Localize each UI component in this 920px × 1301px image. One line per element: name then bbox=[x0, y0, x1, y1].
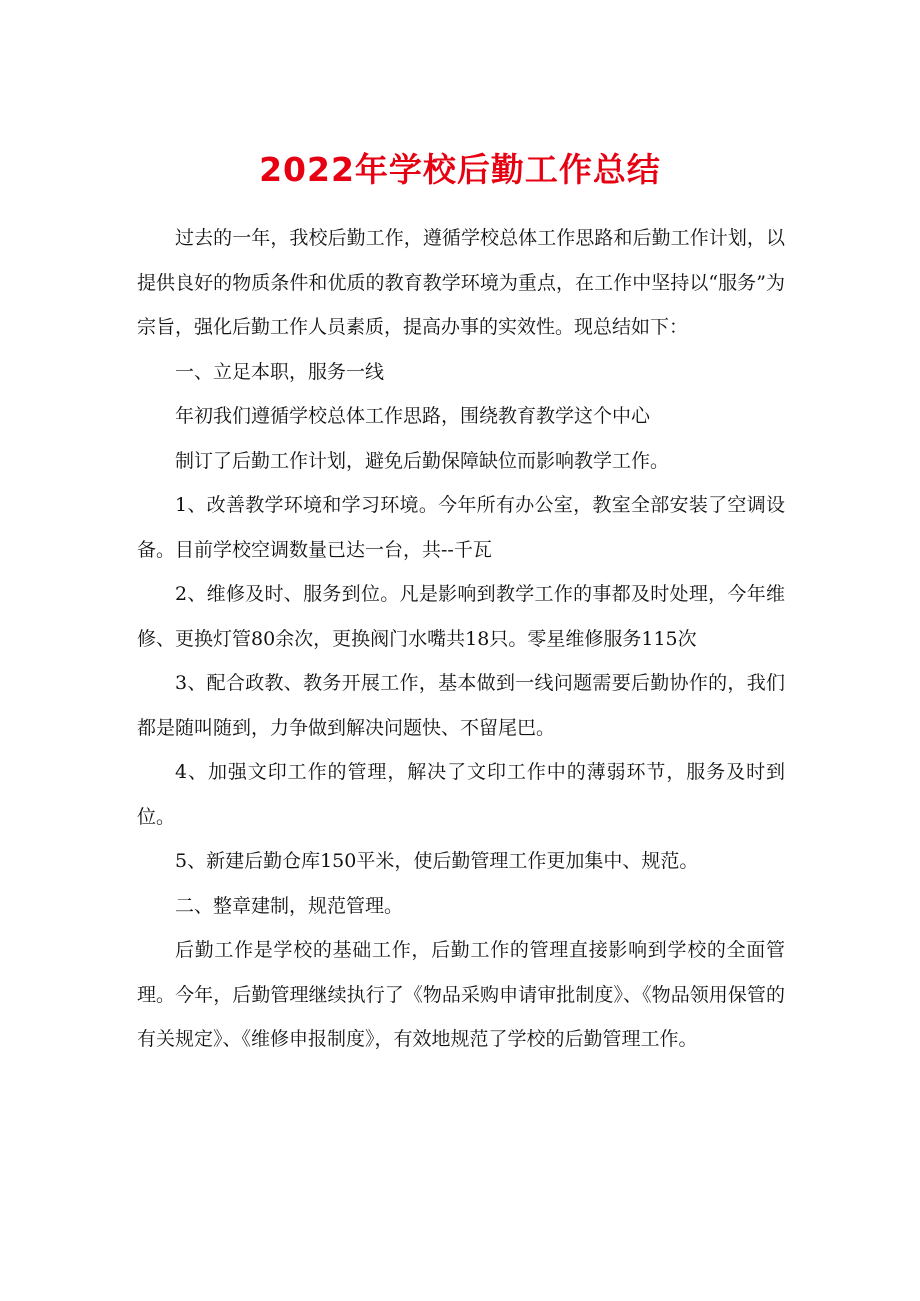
list-item-5: 5、新建后勤仓库150平米，使后勤管理工作更加集中、规范。 bbox=[175, 850, 699, 872]
section-heading-2: 二、整章建制，规范管理。 bbox=[175, 894, 404, 917]
section-heading-1: 一、立足本职，服务一线 bbox=[175, 360, 385, 383]
list-item-1: 1、改善教学环境和学习环境。今年所有办公室，教室全部安装了空调设备。目前学校空调数量已达一台，共--千瓦 bbox=[137, 494, 785, 561]
paragraph-intro: 过去的一年，我校后勤工作，遵循学校总体工作思路和后勤工作计划，以提供良好的物质条件和优质的教育教学环境为重点，在工作中坚持以“服务”为宗旨，强化后勤工作人员素质，提高办事的实效性。现总结如下： bbox=[137, 227, 785, 338]
document-body bbox=[137, 216, 785, 1062]
list-item-2: 2、维修及时、服务到位。凡是影响到教学工作的事都及时处理，今年维修、更换灯管80余次，更换阀门水嘴共18只。零星维修服务115次 bbox=[137, 583, 785, 650]
paragraph: 制订了后勤工作计划，避免后勤保障缺位而影响教学工作。 bbox=[175, 449, 670, 472]
paragraph: 年初我们遵循学校总体工作思路，围绕教育教学这个中心 bbox=[175, 405, 651, 427]
document-title: 2022年学校后勤工作总结 bbox=[259, 150, 661, 190]
list-item-3: 3、配合政教、教务开展工作，基本做到一线问题需要后勤协作的，我们都是随叫随到，力争做到解决问题快、不留尾巴。 bbox=[137, 672, 785, 739]
list-item-4: 4、加强文印工作的管理，解决了文印工作中的薄弱环节，服务及时到位。 bbox=[137, 761, 785, 828]
paragraph: 后勤工作是学校的基础工作，后勤工作的管理直接影响到学校的全面管理。今年，后勤管理继续执行了《物品采购申请审批制度》、《物品领用保管的有关规定》、《维修申报制度》，有效地规范了学校的后勤管理工作。 bbox=[137, 939, 785, 1050]
